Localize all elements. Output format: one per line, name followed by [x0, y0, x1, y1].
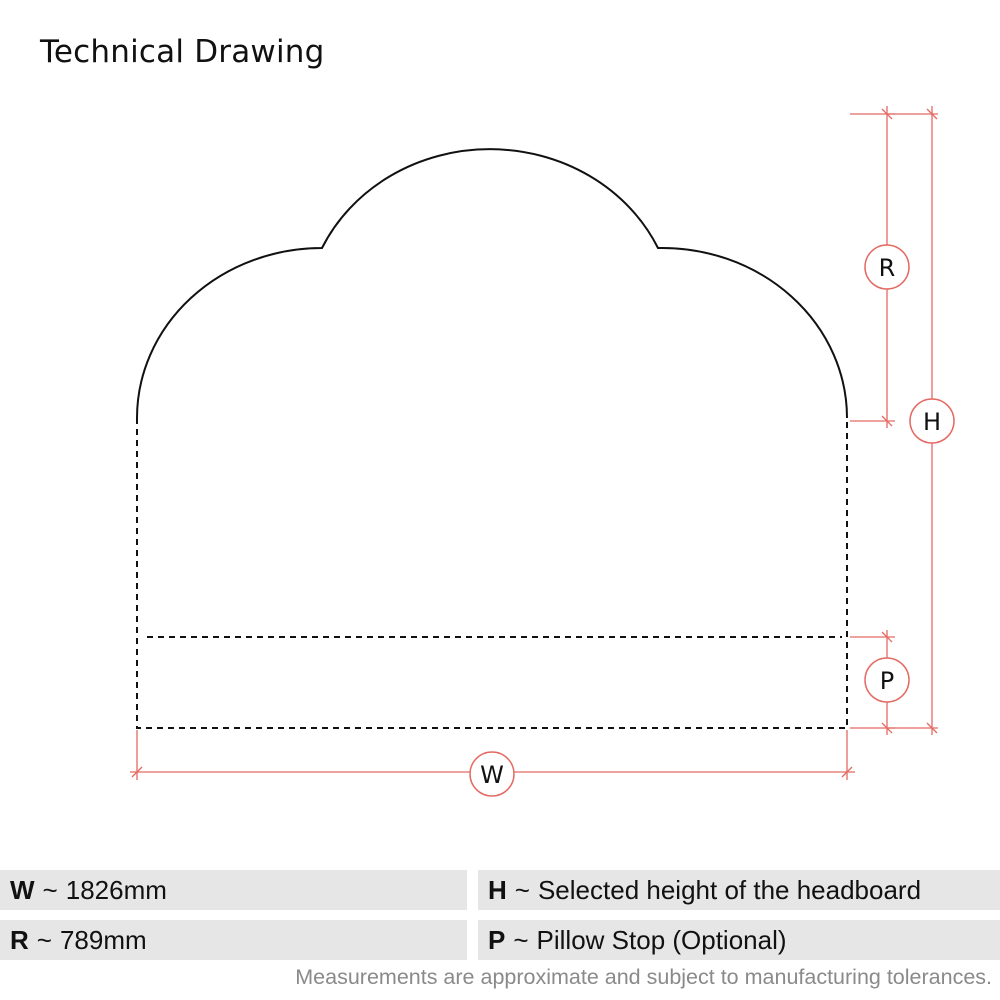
legend-text: 789mm [59, 924, 147, 955]
legend-p [478, 920, 1000, 960]
legend-text: Pillow Stop (Optional) [536, 924, 787, 955]
legend-key: P [488, 924, 506, 955]
headboard-body-dashed [137, 418, 847, 728]
w-label: W [480, 761, 504, 789]
p-label: P [879, 667, 895, 695]
legend-r [0, 920, 467, 960]
legend-w [0, 870, 467, 910]
legend-sep: ~ [513, 924, 529, 955]
legend-key: W [10, 874, 35, 905]
r-label: R [878, 254, 896, 282]
legend-key: R [10, 924, 29, 955]
page-title: Technical Drawing [40, 34, 325, 70]
legend-key: H [488, 874, 507, 905]
legend-sep: ~ [514, 874, 530, 905]
h-label: H [922, 408, 942, 436]
legend-sep: ~ [42, 874, 58, 905]
legend-text: 1826mm [65, 874, 167, 905]
legend-h [478, 870, 1000, 910]
legend-sep: ~ [36, 924, 52, 955]
headboard-outline [137, 149, 847, 418]
tolerance-note: Measurements are approximate and subject to manufacturing tolerances. [295, 965, 992, 989]
legend-text: Selected height of the headboard [537, 874, 922, 905]
